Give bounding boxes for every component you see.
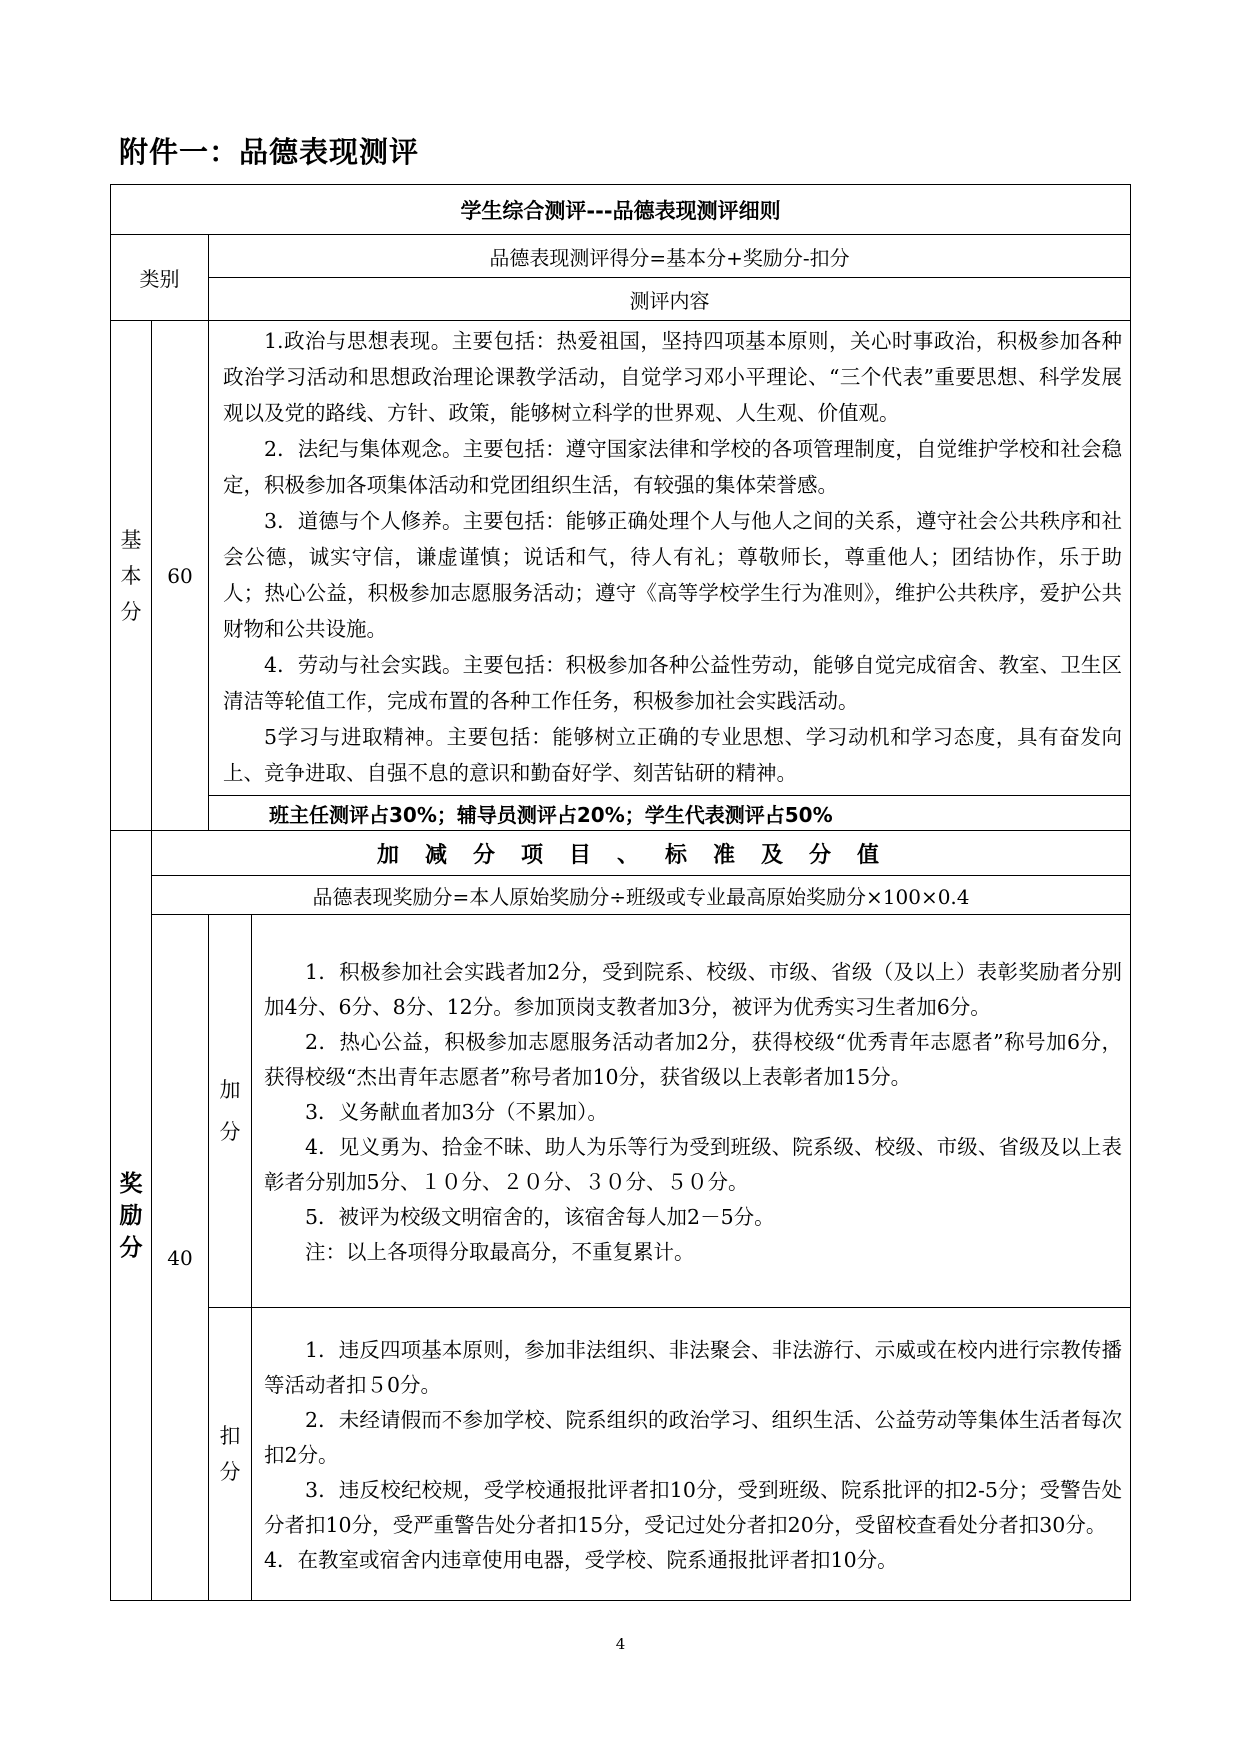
basic-item: 1.政治与思想表现。主要包括：热爱祖国，坚持四项基本原则，关心时事政治，积极参加各种政治学习活动和思想政治理论课教学活动，自觉学习邓小平理论、“三个代表”重要思想、科学发展观以及党的路线、方针、政策，能够树立科学的世界观、人生观、价值观。 (223, 329, 1123, 425)
deduct-item: 3．违反校纪校规，受学校通报批评者扣10分，受到班级、院系批评的扣2-5分；受警告处分者扣10分，受严重警告处分者扣15分，受记过处分者扣20分，受留校查看处分者扣30分。 (264, 1477, 1123, 1537)
basic-item: 3．道德与个人修养。主要包括：能够正确处理个人与他人之间的关系，遵守社会公共秩序和社会公德，诚实守信，谦虚谨慎；说话和气，待人有礼；尊敬师长，尊重他人；团结协作，乐于助人；热心公益，积极参加志愿服务活动；遵守《高等学校学生行为准则》，维护公共秩序，爱护公共财物和公共设施。 (223, 509, 1123, 641)
deduct-item: 4．在教室或宿舍内违章使用电器，受学校、院系通报批评者扣10分。 (264, 1547, 898, 1572)
content-label: 测评内容 (209, 278, 1131, 321)
evaluation-table (110, 184, 1131, 1601)
add-points-label: 加 分 (209, 915, 252, 1308)
reward-formula: 品德表现奖励分=本人原始奖励分÷班级或专业最高原始奖励分×100×0.4 (152, 876, 1131, 915)
add-item: 1．积极参加社会实践者加2分，受到院系、校级、市级、省级（及以上）表彰奖励者分别加4分、6分、8分、12分。参加顶岗支教者加3分，被评为优秀实习生者加6分。 (264, 959, 1123, 1019)
evaluation-weights: 班主任测评占30%；辅导员测评占20%；学生代表测评占50% (209, 796, 1131, 831)
deduct-points-label: 扣 分 (209, 1308, 252, 1601)
reward-score-value: 40 (152, 915, 209, 1601)
deduct-item: 1．违反四项基本原则，参加非法组织、非法聚会、非法游行、示威或在校内进行宗教传播等活动者扣５0分。 (264, 1337, 1123, 1397)
reward-score-label: 奖 励 分 (111, 831, 152, 1601)
basic-score-content (209, 321, 1131, 796)
basic-score-value: 60 (152, 321, 209, 831)
add-points-content (252, 915, 1131, 1308)
page-heading: 附件一：品德表现测评 (119, 135, 420, 169)
basic-item: 4．劳动与社会实践。主要包括：积极参加各种公益性劳动，能够自觉完成宿舍、教室、卫生区清洁等轮值工作，完成布置的各种工作任务，积极参加社会实践活动。 (223, 653, 1123, 713)
reward-section-title: 加减分项目、标准及分值 (152, 831, 1131, 876)
score-formula: 品德表现测评得分=基本分+奖励分-扣分 (209, 235, 1131, 278)
add-item: 4．见义勇为、拾金不昧、助人为乐等行为受到班级、院系级、校级、市级、省级及以上表彰者分别加5分、１０分、２０分、３０分、５０分。 (264, 1134, 1123, 1194)
basic-score-label: 基 本 分 (111, 321, 152, 831)
add-item: 2．热心公益，积极参加志愿服务活动者加2分，获得校级“优秀青年志愿者”称号加6分，获得校级“杰出青年志愿者”称号者加10分，获省级以上表彰者加15分。 (264, 1029, 1123, 1089)
add-item: 5．被评为校级文明宿舍的，该宿舍每人加2－5分。 (305, 1204, 775, 1229)
page-number: 4 (615, 1635, 626, 1653)
deduct-item: 2．未经请假而不参加学校、院系组织的政治学习、组织生活、公益劳动等集体生活者每次扣2分。 (264, 1407, 1123, 1467)
basic-item: 5学习与进取精神。主要包括：能够树立正确的专业思想、学习动机和学习态度，具有奋发向上、竞争进取、自强不息的意识和勤奋好学、刻苦钻研的精神。 (223, 725, 1123, 785)
category-label: 类别 (111, 235, 209, 321)
add-item: 3．义务献血者加3分（不累加）。 (305, 1099, 608, 1124)
basic-item: 2．法纪与集体观念。主要包括：遵守国家法律和学校的各项管理制度，自觉维护学校和社会稳定，积极参加各项集体活动和党团组织生活，有较强的集体荣誉感。 (223, 437, 1123, 497)
table-title: 学生综合测评---品德表现测评细则 (111, 185, 1131, 235)
add-note: 注：以上各项得分取最高分，不重复累计。 (305, 1239, 695, 1264)
deduct-points-content (252, 1308, 1131, 1601)
